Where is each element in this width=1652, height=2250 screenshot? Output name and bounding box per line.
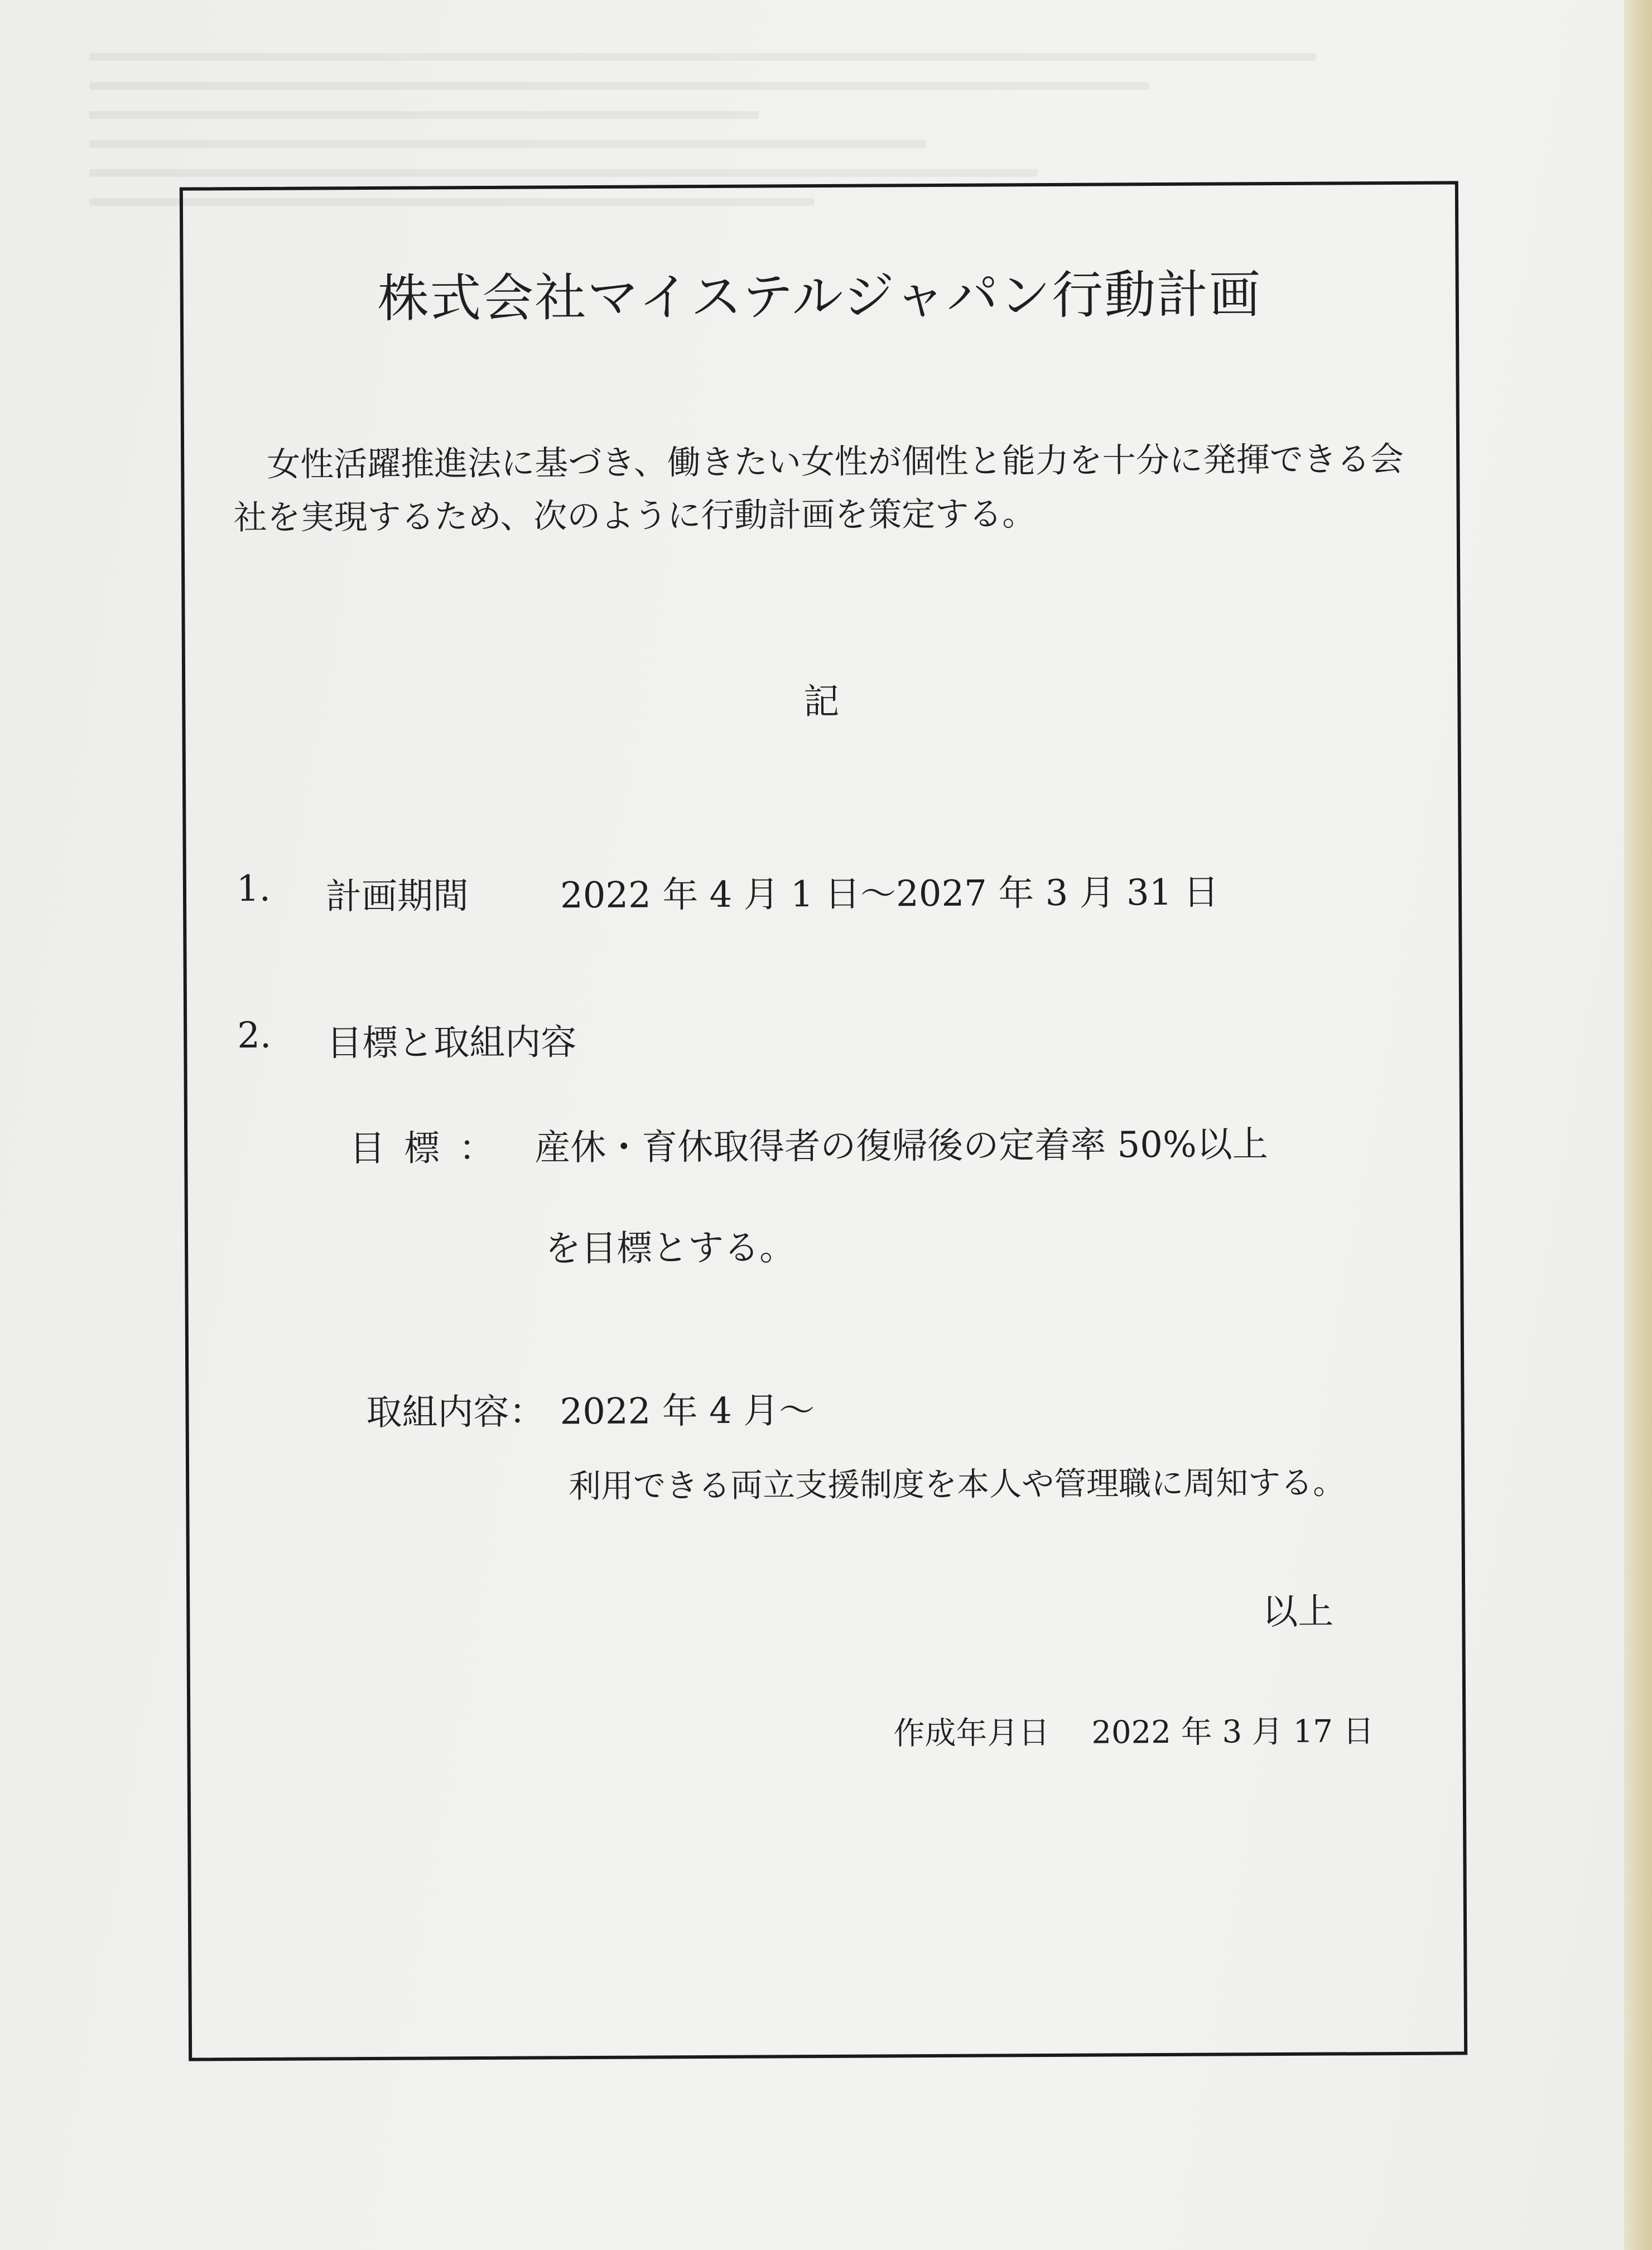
intro-paragraph xyxy=(233,433,1404,545)
ki-heading: 記 xyxy=(803,681,840,723)
ijo-closing: 以上 xyxy=(1262,1591,1334,1633)
section1-number: 1. xyxy=(236,868,271,910)
intro-line-1: 女性活躍推進法に基づき、働きたい女性が個性と能力を十分に発揮できる会 xyxy=(233,439,1404,485)
goal-line-2: を目標とする。 xyxy=(545,1227,796,1270)
torikumi-label: 取組内容： xyxy=(366,1391,545,1434)
section2-number: 2. xyxy=(237,1015,272,1057)
created-date-value: 2022 年 3 月 17 日 xyxy=(1091,1713,1374,1751)
document-frame xyxy=(180,181,1467,2061)
intro-line-2: 社を実現するため、次のように行動計画を策定する。 xyxy=(233,494,1036,538)
goal-label: 目標： xyxy=(349,1127,514,1170)
goal-line-1: 産休・育休取得者の復帰後の定着率 50%以上 xyxy=(534,1124,1268,1169)
folder-edge xyxy=(1624,0,1652,2250)
created-date-label: 作成年月日 xyxy=(893,1715,1050,1752)
torikumi-date: 2022 年 4 月～ xyxy=(560,1390,815,1433)
torikumi-description: 利用できる両立支援制度を本人や管理職に周知する。 xyxy=(569,1463,1346,1506)
document-title: 株式会社マイステルジャパン行動計画 xyxy=(377,265,1262,329)
section2-label: 目標と取組内容 xyxy=(326,1022,577,1065)
section1-label: 計画期間 xyxy=(325,876,469,918)
plan-period-value: 2022 年 4 月 1 日～2027 年 3 月 31 日 xyxy=(560,872,1219,917)
